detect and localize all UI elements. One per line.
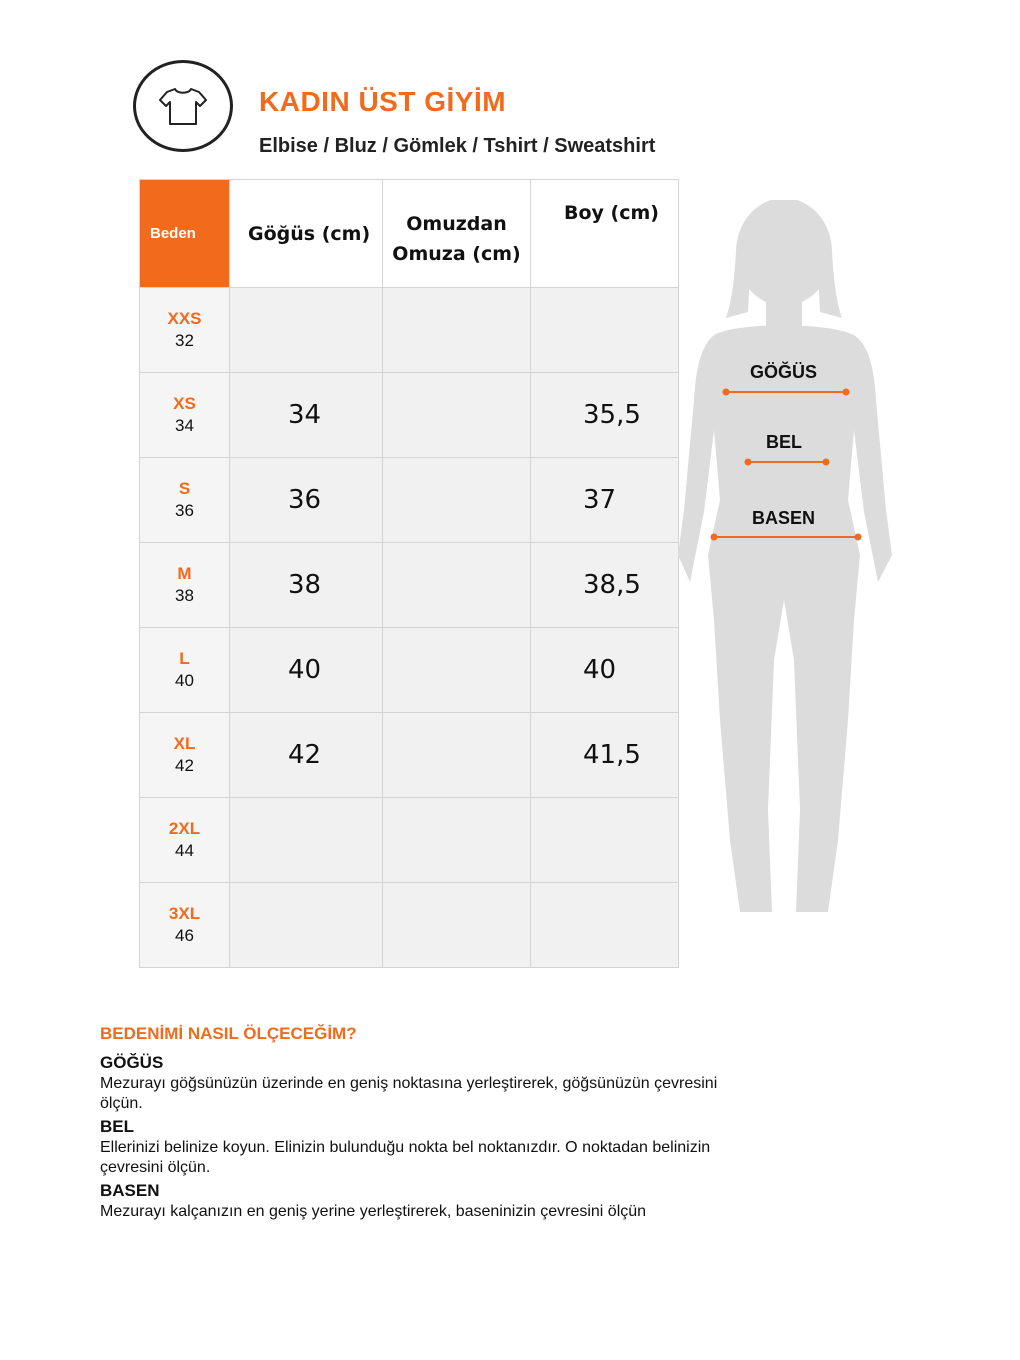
size-label: XL xyxy=(173,734,196,753)
chest-cell xyxy=(230,883,383,968)
chest-label: GÖĞÜS xyxy=(750,362,818,382)
chest-line xyxy=(722,387,850,397)
chest-value: 38 xyxy=(288,570,322,600)
size-number: 44 xyxy=(175,841,194,860)
shoulder-cell xyxy=(383,798,531,883)
size-label: 2XL xyxy=(168,819,201,838)
size-number: 38 xyxy=(175,586,194,605)
length-value: 38,5 xyxy=(583,570,641,600)
size-label: M xyxy=(177,564,192,583)
table-header-row xyxy=(140,180,679,288)
length-cell xyxy=(531,543,679,628)
size-number: 34 xyxy=(175,416,194,435)
guide-waist-text: Ellerinizi belinize koyun. Elinizin bulunduğu nokta bel noktanızdır. O noktadan belinizin çevresini ölçün. xyxy=(100,1139,711,1176)
size-cell xyxy=(140,883,230,968)
hip-label: BASEN xyxy=(752,508,816,528)
size-cell xyxy=(140,798,230,883)
size-cell xyxy=(140,458,230,543)
table-row xyxy=(140,458,679,543)
header-size: Beden xyxy=(140,180,230,288)
table-row xyxy=(140,713,679,798)
length-value: 35,5 xyxy=(583,400,641,430)
length-cell xyxy=(531,798,679,883)
length-cell xyxy=(531,713,679,798)
size-label: S xyxy=(178,479,191,498)
length-cell xyxy=(531,458,679,543)
size-label: XXS xyxy=(167,309,202,328)
table-row xyxy=(140,543,679,628)
size-cell xyxy=(140,373,230,458)
waist-line xyxy=(744,457,830,467)
size-label: 3XL xyxy=(168,904,201,923)
header-chest: Göğüs (cm) xyxy=(230,180,383,288)
guide-hip-text: Mezurayı kalçanızın en geniş yerine yerleştirerek, baseninizin çevresini ölçün xyxy=(100,1203,647,1220)
size-label: L xyxy=(179,649,190,668)
guide-chest-title: GÖĞÜS xyxy=(100,1053,164,1072)
table-row xyxy=(140,798,679,883)
body-silhouette xyxy=(678,200,898,920)
shoulder-cell xyxy=(383,628,531,713)
guide-waist-title: BEL xyxy=(100,1117,134,1136)
chest-cell xyxy=(230,288,383,373)
silhouette-head xyxy=(736,200,832,306)
size-number: 40 xyxy=(175,671,194,690)
size-cell xyxy=(140,288,230,373)
table-row xyxy=(140,628,679,713)
shoulder-cell xyxy=(383,288,531,373)
page-title: KADIN ÜST GİYİM xyxy=(259,86,507,117)
guide-hip-title: BASEN xyxy=(100,1181,160,1200)
header-shoulder-line2: Omuza (cm) xyxy=(392,242,521,265)
chest-cell xyxy=(230,798,383,883)
length-value: 41,5 xyxy=(583,740,641,770)
length-cell xyxy=(531,373,679,458)
guide-chest-text: Mezurayı göğsünüzün üzerinde en geniş noktasına yerleştirerek, göğsünüzün çevresini ölçün. xyxy=(100,1075,718,1112)
size-number: 42 xyxy=(175,756,194,775)
chest-cell xyxy=(230,373,383,458)
size-number: 46 xyxy=(175,926,194,945)
size-cell xyxy=(140,543,230,628)
logo-badge xyxy=(133,60,233,152)
length-value: 40 xyxy=(583,655,617,685)
length-cell xyxy=(531,288,679,373)
length-value: 37 xyxy=(583,485,617,515)
hip-line xyxy=(710,532,862,542)
shoulder-cell xyxy=(383,883,531,968)
measurement-guide xyxy=(100,1024,760,1224)
chest-cell xyxy=(230,458,383,543)
shoulder-cell xyxy=(383,543,531,628)
chest-value: 36 xyxy=(288,485,322,515)
chest-cell xyxy=(230,543,383,628)
size-number: 36 xyxy=(175,501,194,520)
chest-value: 42 xyxy=(288,740,322,770)
silhouette-neck xyxy=(766,296,802,326)
table-row xyxy=(140,288,679,373)
silhouette-torso xyxy=(678,325,892,912)
size-cell xyxy=(140,713,230,798)
header-shoulder xyxy=(383,180,531,288)
size-cell xyxy=(140,628,230,713)
chest-value: 34 xyxy=(288,400,322,430)
size-label: XS xyxy=(173,394,196,413)
shoulder-cell xyxy=(383,713,531,798)
chest-cell xyxy=(230,713,383,798)
waist-label: BEL xyxy=(766,432,802,452)
shoulder-cell xyxy=(383,458,531,543)
header-length: Boy (cm) xyxy=(531,180,679,288)
table-row xyxy=(140,373,679,458)
tshirt-icon xyxy=(157,84,209,128)
chest-value: 40 xyxy=(288,655,322,685)
size-number: 32 xyxy=(175,331,194,350)
size-table xyxy=(139,179,679,968)
header-shoulder-line1: Omuzdan xyxy=(406,212,507,235)
table-row xyxy=(140,883,679,968)
page-subtitle: Elbise / Bluz / Gömlek / Tshirt / Sweatshirt xyxy=(259,135,656,157)
length-cell xyxy=(531,628,679,713)
chest-cell xyxy=(230,628,383,713)
length-cell xyxy=(531,883,679,968)
shoulder-cell xyxy=(383,373,531,458)
guide-title: BEDENİMİ NASIL ÖLÇECEĞİM? xyxy=(100,1024,357,1043)
